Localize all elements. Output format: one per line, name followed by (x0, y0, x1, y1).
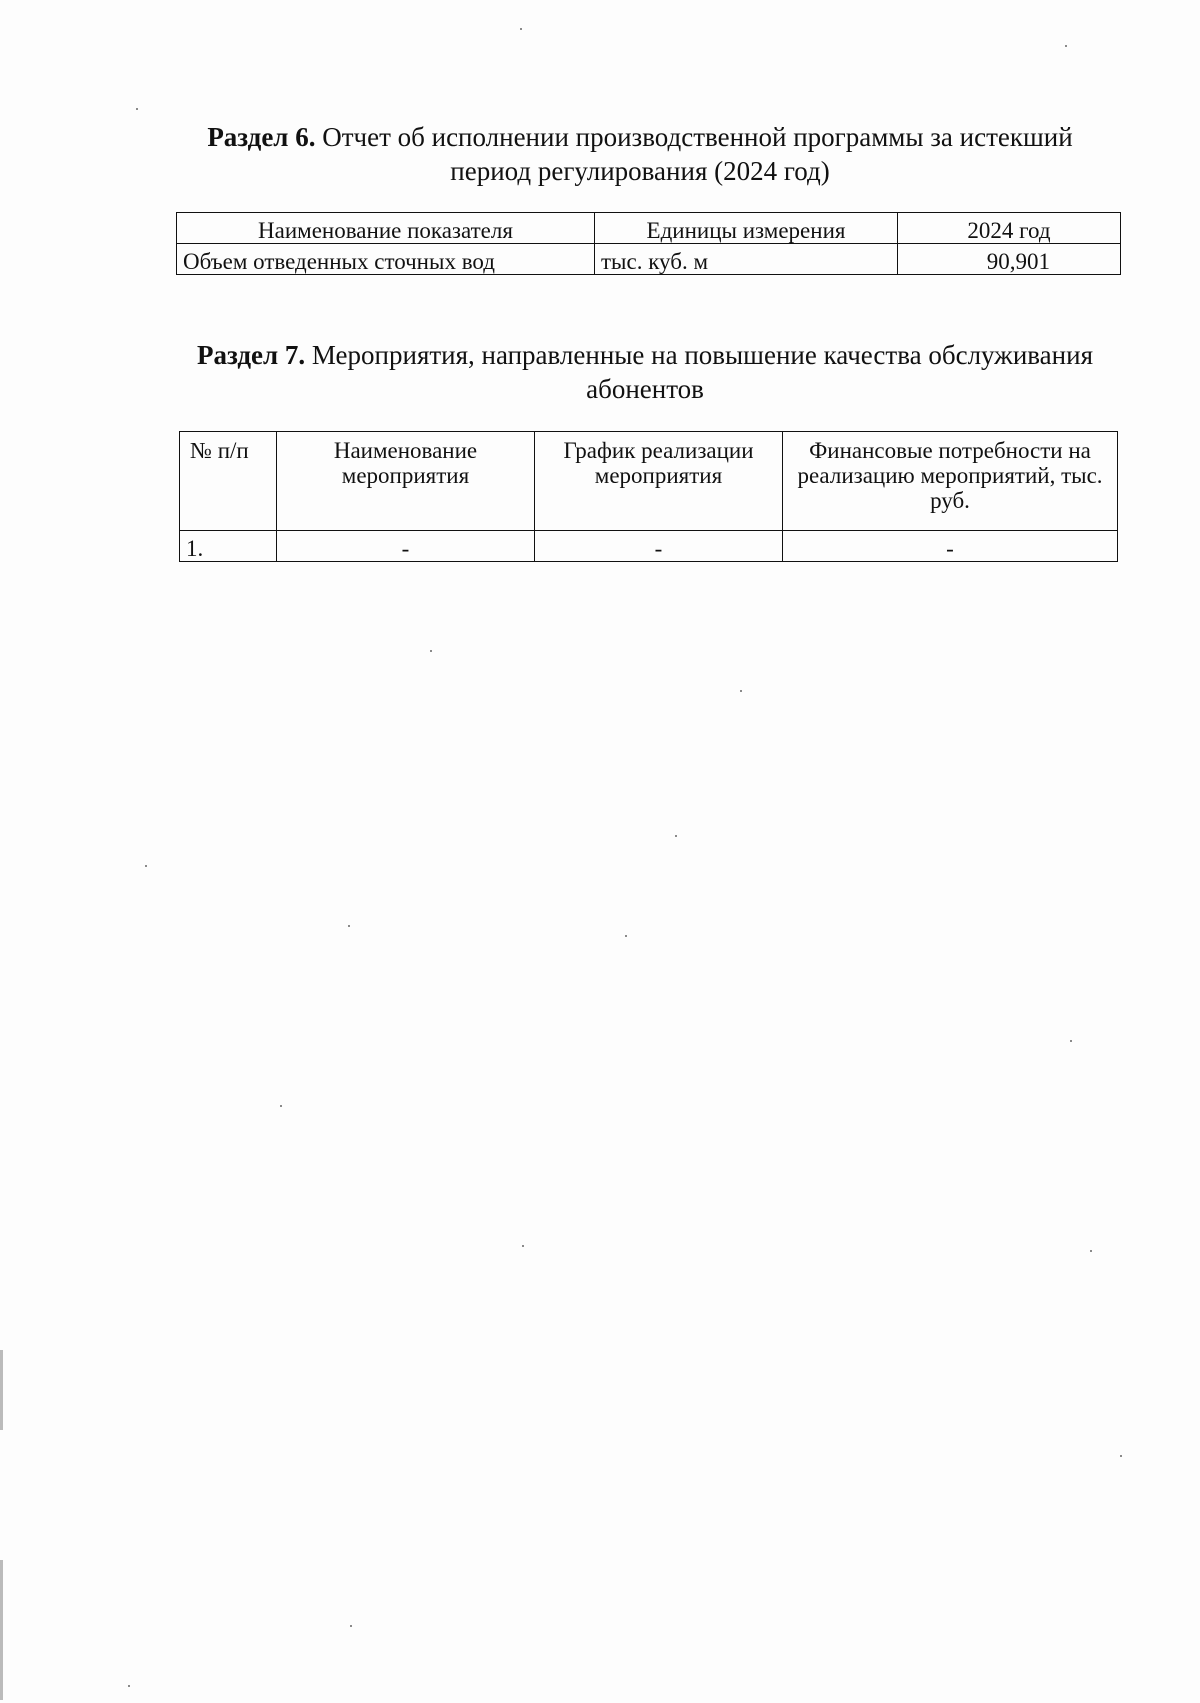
scan-edge-mark (0, 1350, 3, 1430)
section-7-heading (170, 338, 1120, 406)
scan-speck (675, 835, 677, 837)
cell-indicator-name: Объем отведенных сточных вод (177, 244, 595, 275)
header-units: Единицы измерения (595, 213, 898, 244)
header-measure-name: Наименование мероприятия (277, 432, 535, 531)
scan-speck (280, 1105, 282, 1107)
scan-speck (145, 865, 147, 867)
header-number: № п/п (180, 432, 277, 531)
table-header-row (177, 213, 1121, 244)
section-6-label: Раздел 6. (207, 122, 316, 152)
cell-units: тыс. куб. м (595, 244, 898, 275)
section-6-title: Отчет об исполнении производственной программы за истекший период регулирования (2024 год) (315, 122, 1073, 186)
cell-value: 90,901 (898, 244, 1121, 275)
scan-speck (128, 1685, 130, 1687)
scan-speck (136, 108, 138, 110)
scan-speck (520, 28, 522, 30)
cell-financial-needs: - (783, 531, 1118, 562)
cell-number: 1. (180, 531, 277, 562)
scan-speck (625, 935, 627, 937)
section-6-heading (175, 120, 1105, 188)
scan-speck (1065, 45, 1067, 47)
header-schedule: График реализации мероприятия (535, 432, 783, 531)
scan-speck (1120, 1455, 1122, 1457)
cell-schedule: - (535, 531, 783, 562)
scan-speck (350, 1625, 352, 1627)
cell-measure-name: - (277, 531, 535, 562)
scan-speck (740, 690, 742, 692)
production-program-table (176, 212, 1121, 275)
header-indicator-name: Наименование показателя (177, 213, 595, 244)
scan-edge-mark (0, 1560, 3, 1700)
scan-speck (1090, 1250, 1092, 1252)
service-quality-measures-table (179, 431, 1118, 562)
table-row (177, 244, 1121, 275)
header-year: 2024 год (898, 213, 1121, 244)
header-financial-needs: Финансовые потребности на реализацию мероприятий, тыс. руб. (783, 432, 1118, 531)
section-7-label: Раздел 7. (197, 340, 306, 370)
scan-speck (430, 650, 432, 652)
section-7-title: Мероприятия, направленные на повышение качества обслуживания абонентов (305, 340, 1093, 404)
scan-speck (1070, 1040, 1072, 1042)
scan-speck (522, 1245, 524, 1247)
table-row (180, 531, 1118, 562)
table-header-row (180, 432, 1118, 531)
scan-speck (348, 925, 350, 927)
